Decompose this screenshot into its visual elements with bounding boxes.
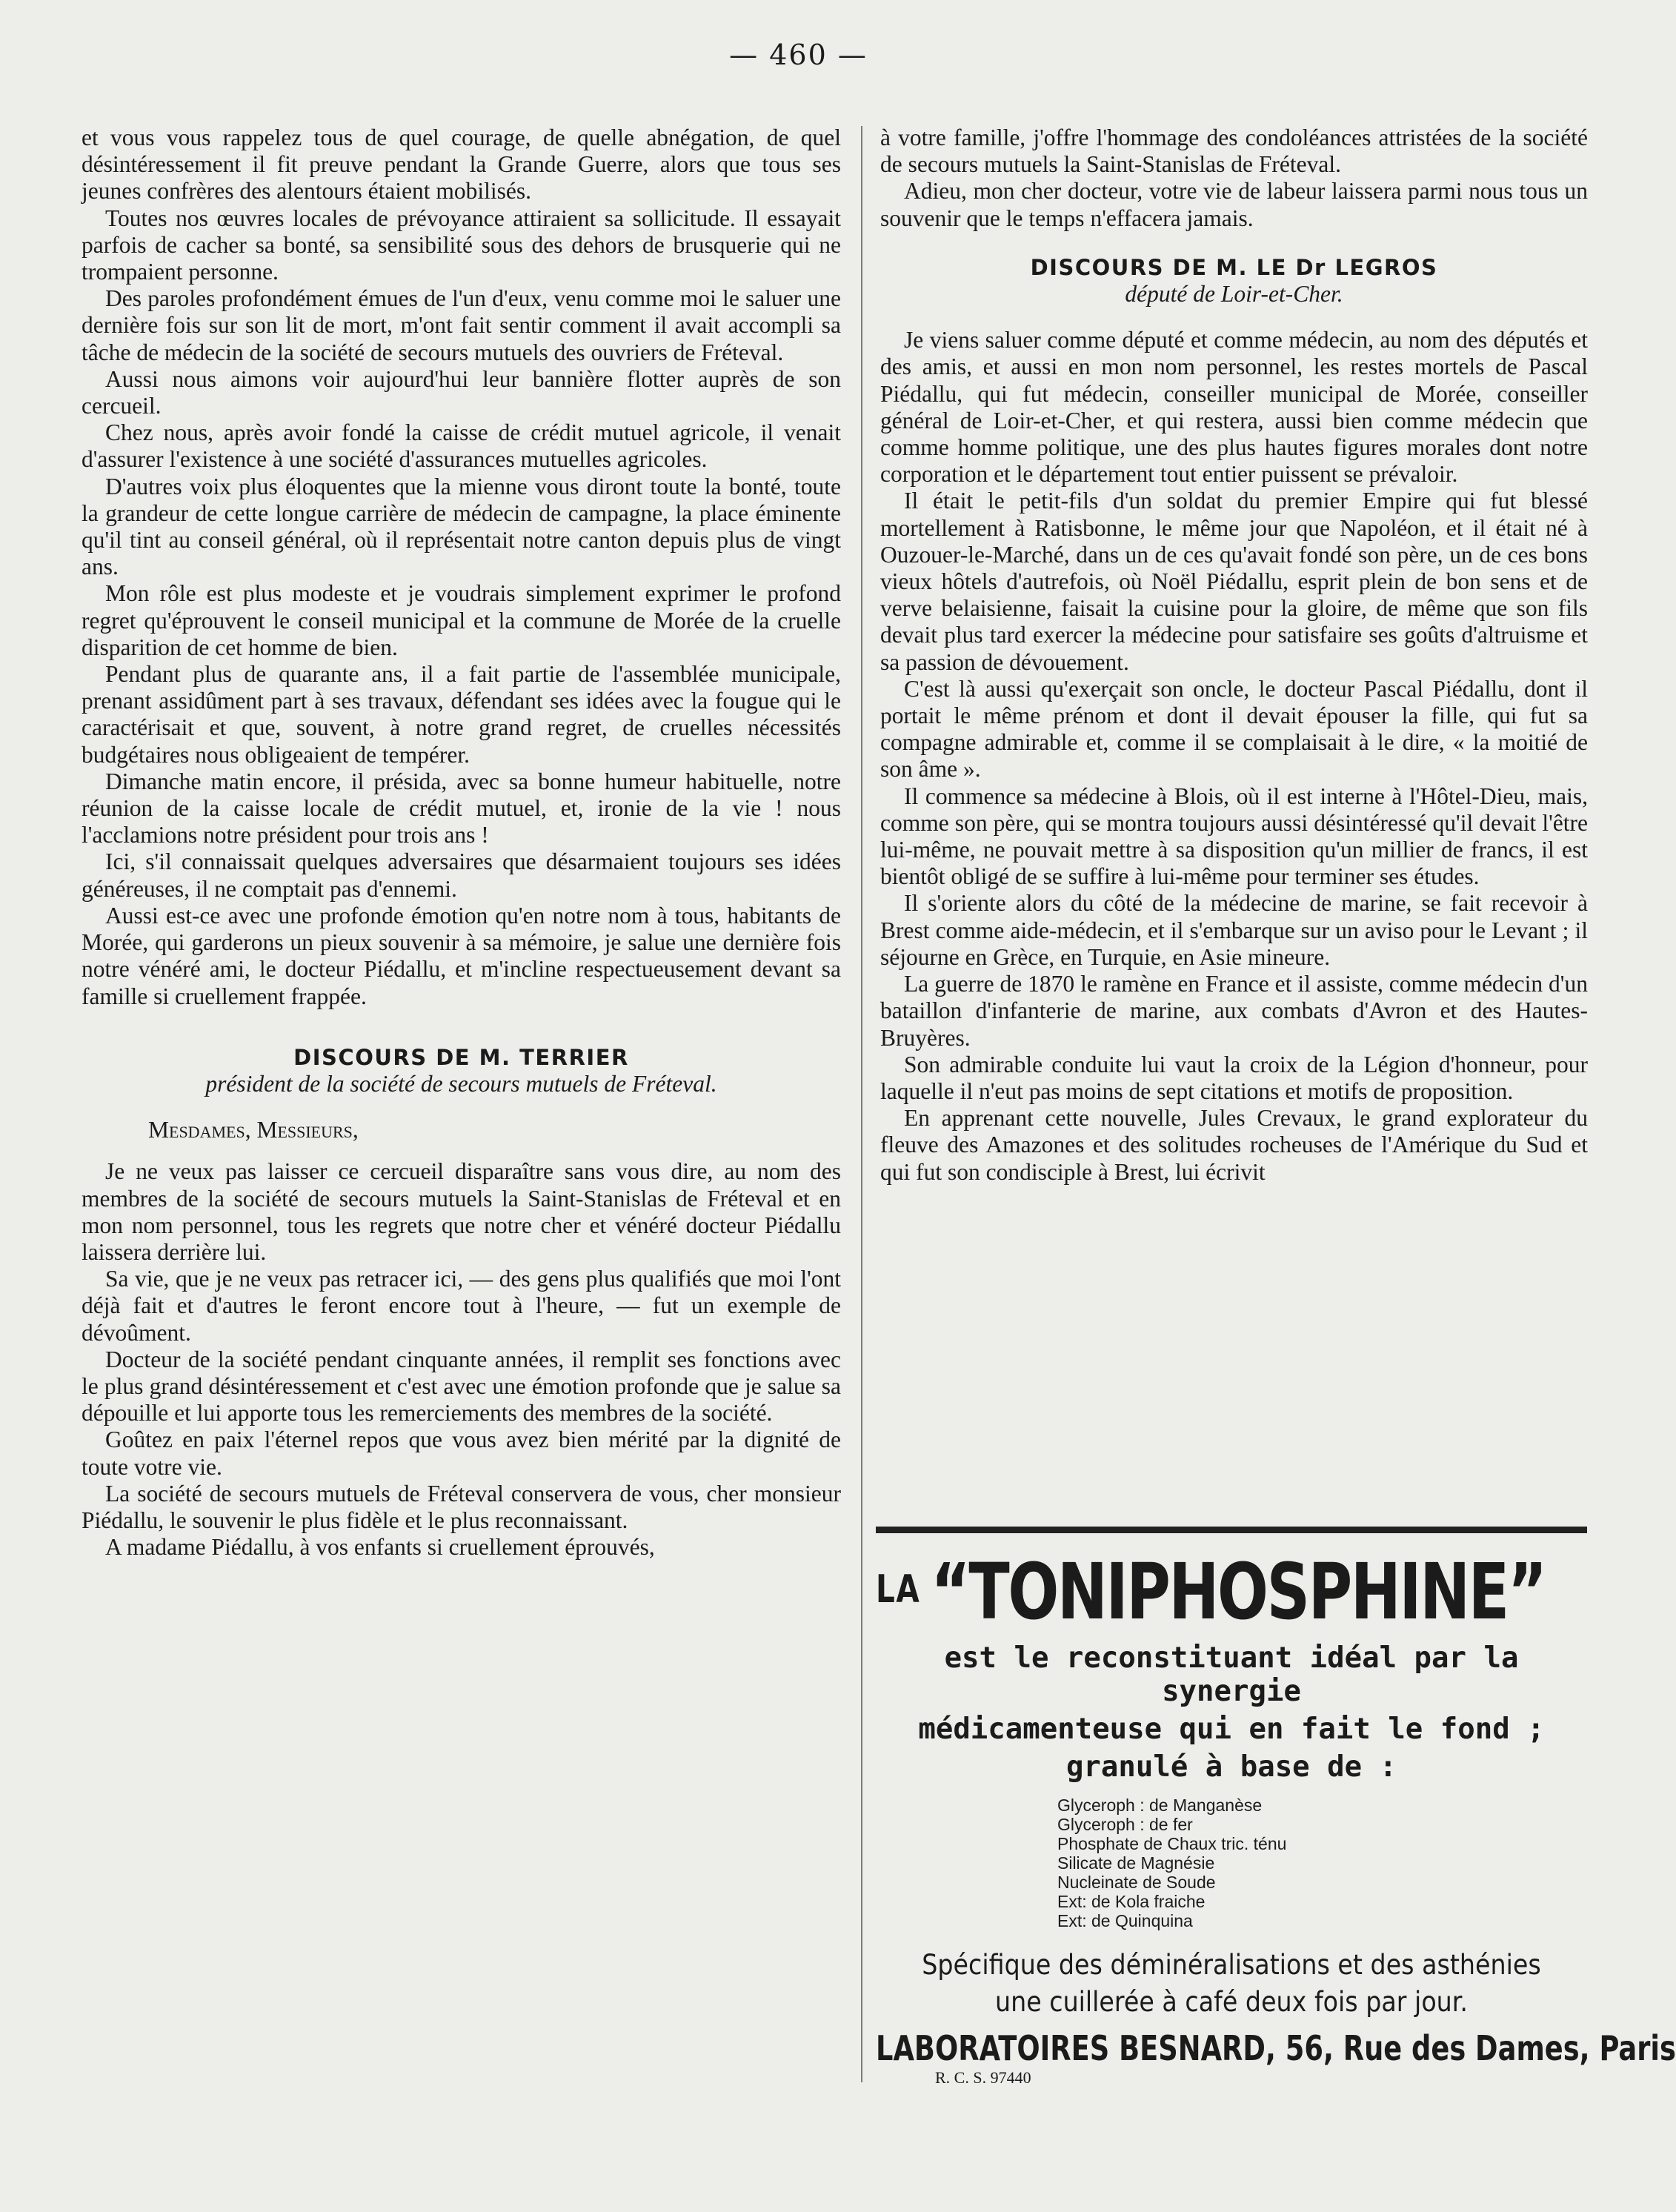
ad-brand-prefix: LA bbox=[876, 1567, 921, 1612]
ad-ingredient: Glyceroph : de fer bbox=[1057, 1815, 1193, 1834]
paragraph: D'autres voix plus éloquentes que la mienne vous diront toute la bonté, toute la grandeur de cette longue carrière de médecin de campagne, la place éminente qu'il tint au conseil général, où il représentait notre canton depuis plus de vingt ans. bbox=[82, 473, 841, 580]
paragraph: Des paroles profondément émues de l'un d'eux, venu comme moi le saluer une dernière fois sur son lit de mort, m'ont fait sentir comment il avait accompli sa tâche de médecin de la société de secours mutuels des ouvriers de Fréteval. bbox=[82, 285, 841, 365]
advertisement bbox=[876, 1527, 1676, 2105]
ad-ingredient: Glyceroph : de Manganèse bbox=[1057, 1796, 1263, 1815]
paragraph: Il commence sa médecine à Blois, où il est interne à l'Hôtel-Dieu, mais, comme son père, qui se montra toujours aussi désintéressé qu'il devait l'être lui-même, ne pouvait mettre à sa disposition qu'un millier de francs, il est bientôt obligé de se suffire à lui-même pour terminer ses études. bbox=[880, 783, 1588, 890]
ad-tagline-3: granulé à base de : bbox=[1065, 1750, 1397, 1784]
paragraph: et vous vous rappelez tous de quel courage, de quelle abnégation, de quel désintéressement il fit preuve pendant la Grande Guerre, alors que tous ses jeunes confrères des alentours étaient mobilisés. bbox=[82, 124, 841, 205]
section-subheading: député de Loir-et-Cher. bbox=[1125, 281, 1343, 308]
ad-brand-name: “TONIPHOSPHINE” bbox=[931, 1547, 1546, 1637]
salutation: Mesdames, Messieurs, bbox=[148, 1117, 359, 1143]
paragraph: Il s'oriente alors du côté de la médecine de marine, se fait recevoir à Brest comme aide-médecin, et il s'embarque sur un aviso pour le Levant ; il séjourne en Grèce, en Turquie, en Asie mineure. bbox=[880, 890, 1588, 970]
paragraph: En apprenant cette nouvelle, Jules Crevaux, le grand explorateur du fleuve des Amazones et des solitudes rocheuses de l'Amérique du Sud et qui fut son condisciple à Brest, lui écrivit bbox=[880, 1105, 1588, 1185]
ad-brand-title bbox=[876, 1547, 1546, 1637]
ad-specification bbox=[911, 1947, 1552, 2021]
ad-ingredient: Silicate de Magnésie bbox=[1057, 1853, 1215, 1873]
section-subheading: président de la société de secours mutuels de Fréteval. bbox=[205, 1070, 717, 1097]
ad-spec-line-2: une cuillerée à café deux fois par jour. bbox=[994, 1986, 1469, 2018]
paragraph: La guerre de 1870 le ramène en France et il assiste, comme médecin d'un bataillon d'infanterie de marine, aux combats d'Avron et des Hautes-Bruyères. bbox=[880, 971, 1588, 1051]
paragraph: Aussi est-ce avec une profonde émotion qu'en notre nom à tous, habitants de Morée, qui garderons un pieux souvenir à sa mémoire, je salue une dernière fois notre vénéré ami, le docteur Piédallu, et m'incline respectueusement devant sa famille si cruellement frappée. bbox=[82, 902, 841, 1009]
paragraph: Dimanche matin encore, il présida, avec sa bonne humeur habituelle, notre réunion de la caisse locale de crédit mutuel, et, ironie de la vie ! nous l'acclamions notre président pour trois ans ! bbox=[82, 768, 841, 848]
paragraph: Ici, s'il connaissait quelques adversaires que désarmaient toujours ses idées généreuses, il ne comptait pas d'ennemi. bbox=[82, 848, 841, 902]
paragraph: Sa vie, que je ne veux pas retracer ici, — des gens plus qualifiés que moi l'ont déjà fait et d'autres le feront encore tout à l'heure, — fut un exemple de dévoûment. bbox=[82, 1266, 841, 1346]
ad-ingredient: Ext: de Kola fraiche bbox=[1057, 1892, 1206, 1911]
paragraph: Chez nous, après avoir fondé la caisse de crédit mutuel agricole, il venait d'assurer l'existence à une société d'assurances mutuelles agricoles. bbox=[82, 419, 841, 473]
paragraph: à votre famille, j'offre l'hommage des condoléances attristées de la société de secours mutuels la Saint-Stanislas de Fréteval. bbox=[880, 124, 1588, 178]
ad-laboratory: LABORATOIRES BESNARD, 56, Rue des Dames, Paris bbox=[876, 2028, 1676, 2068]
paragraph: Docteur de la société pendant cinquante années, il remplit ses fonctions avec le plus grand désintéressement et c'est avec une émotion profonde que je salue sa dépouille et lui apporte tous les remerciements des membres de la société. bbox=[82, 1346, 841, 1426]
section-heading: DISCOURS DE M. TERRIER bbox=[293, 1044, 629, 1070]
column-divider bbox=[861, 126, 862, 2082]
paragraph: Adieu, mon cher docteur, votre vie de labeur laissera parmi nous tous un souvenir que le temps n'effacera jamais. bbox=[880, 178, 1588, 231]
paragraph: Toutes nos œuvres locales de prévoyance attiraient sa sollicitude. Il essayait parfois de cacher sa bonté, sa sensibilité sous des dehors de brusquerie qui ne trompaient personne. bbox=[82, 205, 841, 285]
paragraph: Son admirable conduite lui vaut la croix de la Légion d'honneur, pour laquelle il n'eut pas moins de sept citations et motifs de proposition. bbox=[880, 1051, 1588, 1104]
left-column bbox=[82, 124, 841, 1561]
section-heading: DISCOURS DE M. LE Dr LEGROS bbox=[1030, 254, 1438, 280]
paragraph: Goûtez en paix l'éternel repos que vous avez bien mérité par la dignité de toute votre vie. bbox=[82, 1426, 841, 1480]
ad-tagline-2: médicamenteuse qui en fait le fond ; bbox=[918, 1713, 1545, 1746]
paragraph: A madame Piédallu, à vos enfants si cruellement éprouvés, bbox=[105, 1534, 655, 1561]
ad-ingredient: Ext: de Quinquina bbox=[1057, 1911, 1193, 1930]
paragraph: Je ne veux pas laisser ce cercueil disparaître sans vous dire, au nom des membres de la société de secours mutuels la Saint-Stanislas de Fréteval et en mon nom personnel, tous les regrets que notre cher et vénéré docteur Piédallu laissera derrière lui. bbox=[82, 1158, 841, 1265]
ad-spec-line-1: Spécifique des déminéralisations et des asthénies bbox=[922, 1949, 1541, 1981]
paragraph: Aussi nous aimons voir aujourd'hui leur bannière flotter auprès de son cercueil. bbox=[82, 365, 841, 419]
page-number: — 460 — bbox=[729, 39, 868, 71]
right-column bbox=[880, 124, 1588, 1186]
paragraph: Pendant plus de quarante ans, il a fait partie de l'assemblée municipale, prenant assidûment part à ses travaux, défendant ses idées avec la fougue qui le caractérisait et que, souvent, à notre grand regret, de cruelles nécessités budgétaires nous obligeaient de tempérer. bbox=[82, 661, 841, 768]
paragraph: Je viens saluer comme député et comme médecin, au nom des députés et des amis, et aussi en mon nom personnel, les restes mortels de Pascal Piédallu, qui fut médecin, conseiller municipal de Morée, conseiller général de Loir-et-Cher, et qui restera, aussi bien comme médecin que comme homme politique, une des plus hautes figures morales dont notre corporation et le département tout entier puissent se prévaloir. bbox=[880, 327, 1588, 488]
ad-ingredient: Nucleinate de Soude bbox=[1057, 1873, 1216, 1892]
ad-registration: R. C. S. 97440 bbox=[935, 2068, 1031, 2087]
ad-ingredient: Phosphate de Chaux tric. ténu bbox=[1057, 1834, 1287, 1853]
paragraph: La société de secours mutuels de Fréteval conservera de vous, cher monsieur Piédallu, le souvenir le plus fidèle et le plus reconnaissant. bbox=[82, 1480, 841, 1533]
ad-tagline-1: est le reconstituant idéal par la synergie bbox=[944, 1641, 1519, 1708]
ad-top-rule bbox=[876, 1527, 1587, 1533]
paragraph: C'est là aussi qu'exerçait son oncle, le docteur Pascal Piédallu, dont il portait le même prénom et dont il devait épouser la fille, qui fut sa compagne admirable et, comme il se complaisait à le dire, « la moitié de son âme ». bbox=[880, 675, 1588, 783]
paragraph: Mon rôle est plus modeste et je voudrais simplement exprimer le profond regret qu'éprouvent le conseil municipal et la commune de Morée de la cruelle disparition de cet homme de bien. bbox=[82, 580, 841, 660]
ad-ingredient-list bbox=[1057, 1796, 1587, 1930]
paragraph: Il était le petit-fils d'un soldat du premier Empire qui fut blessé mortellement à Ratisbonne, le même jour que Napoléon, et il était né à Ouzouer-le-Marché, dans un de ces qu'avait fondé son père, un de ces bons vieux hôtels d'autrefois, où Noël Piédallu, esprit plein de bon sens et de verve belaisienne, faisait la cuisine pour la gloire, de même que son fils devait plus tard exercer la médecine pour satisfaire ses goûts d'altruisme et sa passion de dévouement. bbox=[880, 488, 1588, 675]
